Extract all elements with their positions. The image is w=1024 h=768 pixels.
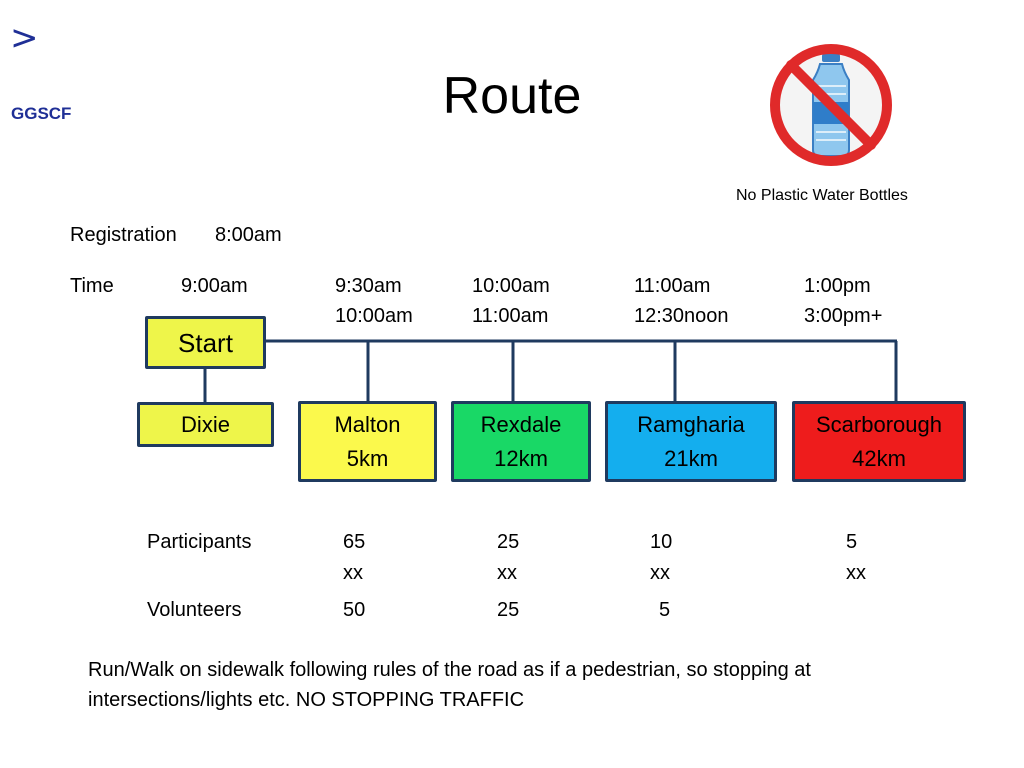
time-start-3: 11:00am <box>634 275 711 297</box>
time-start-2: 10:00am <box>472 275 550 297</box>
node-name: Dixie <box>181 411 230 437</box>
node-distance: 12km <box>494 445 548 471</box>
node-malton <box>298 401 437 482</box>
node-dixie <box>137 402 274 447</box>
volunteers-count-rexdale: 25 <box>497 599 520 621</box>
node-name: Rexdale <box>480 411 562 437</box>
registration-time: 8:00am <box>215 224 282 246</box>
participants-note-rexdale: xx <box>497 562 517 584</box>
participants-note-ramgharia: xx <box>650 562 670 584</box>
participants-count-malton: 65 <box>343 531 366 553</box>
node-name: Ramgharia <box>637 411 745 437</box>
start-label: Start <box>178 327 233 358</box>
page-title: Route <box>442 67 582 125</box>
volunteers-count-ramgharia: 5 <box>659 599 671 621</box>
volunteers-count-malton: 50 <box>343 599 366 621</box>
next-slide-chevron-icon[interactable]: > <box>10 18 39 58</box>
node-rexdale <box>451 401 591 482</box>
start-node <box>145 316 266 369</box>
participants-note-scarborough: xx <box>846 562 866 584</box>
volunteers-label: Volunteers <box>147 599 242 621</box>
registration-label: Registration <box>70 224 177 246</box>
time-start-0: 9:00am <box>181 275 248 297</box>
node-distance: 21km <box>664 445 718 471</box>
node-name: Scarborough <box>816 411 942 437</box>
time-end-1: 10:00am <box>335 305 413 327</box>
time-end-4: 3:00pm+ <box>804 305 883 327</box>
node-distance: 42km <box>852 445 906 471</box>
time-start-1: 9:30am <box>335 275 402 297</box>
node-scarborough <box>792 401 966 482</box>
participants-label: Participants <box>147 531 252 553</box>
brand-logo-text: GGSCF <box>11 104 72 123</box>
participants-note-malton: xx <box>343 562 363 584</box>
time-end-3: 12:30noon <box>634 305 729 327</box>
node-ramgharia <box>605 401 777 482</box>
no-plastic-caption: No Plastic Water Bottles <box>736 187 908 204</box>
node-distance: 5km <box>346 445 389 471</box>
time-start-4: 1:00pm <box>804 275 871 297</box>
node-name: Malton <box>334 411 401 437</box>
rules-note: Run/Walk on sidewalk following rules of the road as if a pedestrian, so stopping at intersections/lights etc. NO STOPPING TRAFFIC <box>88 659 811 711</box>
time-label: Time <box>70 275 114 297</box>
participants-count-ramgharia: 10 <box>650 531 673 553</box>
time-end-2: 11:00am <box>472 305 549 327</box>
participants-count-rexdale: 25 <box>497 531 520 553</box>
participants-count-scarborough: 5 <box>846 531 858 553</box>
